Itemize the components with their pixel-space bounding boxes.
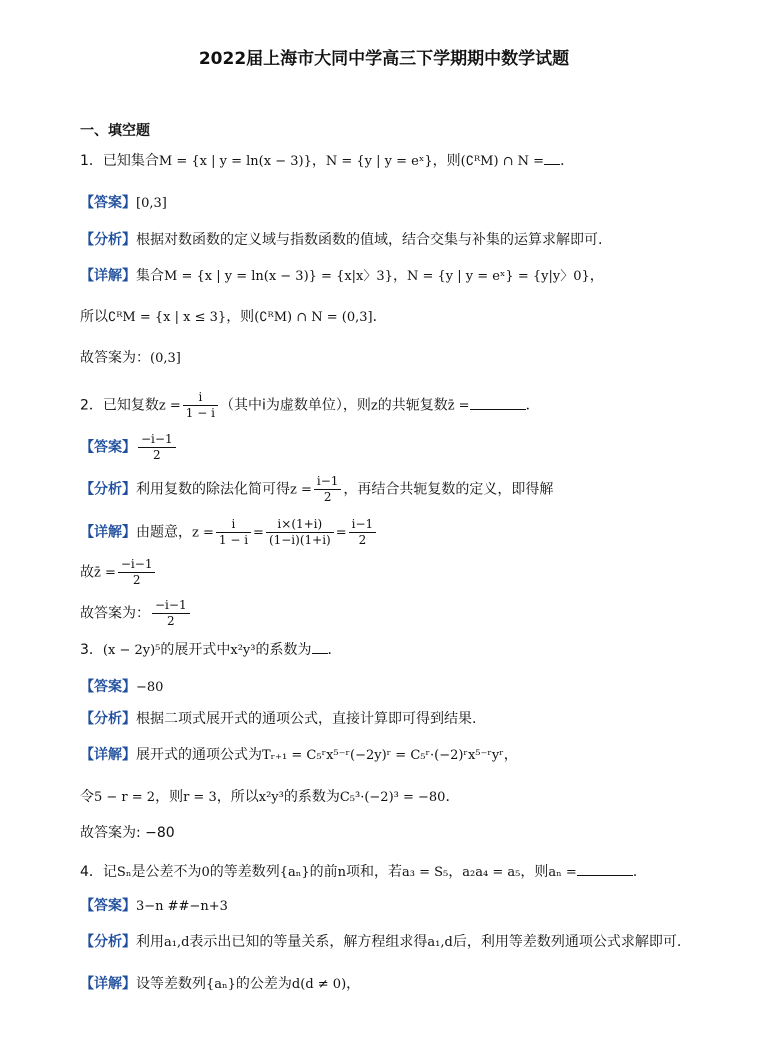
question-4: 4．记Sₙ是公差不为0的等差数列{aₙ}的前n项和，若a₃ = S₅，a₂a₄ = a₅，则aₙ = . (80, 864, 638, 880)
question-2: 2．已知复数z = $\frac{i}{1 - i}$ （其中i为虚数单位），则z的共轭复数z̄ = ． (80, 390, 540, 420)
analysis-tag: 【分析】 (80, 481, 136, 498)
final-answer: 故答案为: −80 (80, 825, 175, 841)
analysis-tag: 【分析】 (80, 934, 136, 950)
analysis-line: 【分析】根据二项式展开式的通项公式，直接计算即可得到结果. (80, 711, 477, 727)
question-3: 3．(x − 2y)⁵的展开式中x²y³的系数为 ． (80, 642, 342, 658)
analysis-tag: 【分析】 (80, 232, 136, 248)
answer-tag: 【答案】 (80, 195, 136, 211)
page-title: 2022届上海市大同中学高三下学期期中数学试题 (198, 49, 570, 69)
answer-fraction: $\frac{-i-1}{2}$ (138, 432, 176, 463)
analysis-text: 根据对数函数的定义域与指数函数的值域，结合交集与补集的运算求解即可. (136, 232, 603, 248)
detail-line: 【详解】展开式的通项公式为Tᵣ₊₁ = C₅ʳx⁵⁻ʳ(−2y)ʳ = C₅ʳ·(−2)ʳx⁵⁻ʳyʳ， (80, 747, 518, 763)
final-answer: 故答案为：(0,3] (80, 350, 181, 366)
answer-line (80, 193, 167, 214)
detail-line-2: 所以∁ᴿM = {x | x ≤ 3}，则(∁ᴿM) ∩ N = (0,3]． (80, 309, 387, 325)
section-heading: 一、填空题 (80, 123, 150, 139)
answer-blank (577, 863, 633, 876)
answer-blank (470, 397, 526, 410)
final-answer: 故答案为： $\frac{-i-1}{2}$ (80, 598, 192, 629)
answer-line: 【答案】−80 (80, 679, 164, 695)
analysis-line (80, 230, 602, 250)
expression: (∁ᴿM) ∩ N = (460, 154, 545, 169)
question-number: 3． (80, 642, 103, 658)
set-n: N = {y | y = eˣ} (325, 154, 433, 169)
set-m: M = {x | y = ln(x − 3)} (158, 154, 312, 169)
answer-tag: 【答案】 (80, 679, 136, 695)
answer-blank (312, 641, 328, 654)
question-number: 4． (80, 864, 103, 880)
detail-line-2: 令5 − r = 2，则r = 3，所以x²y³的系数为C₅³·(−2)³ = −80． (80, 789, 460, 805)
question-1: 1．已知集合M = {x | y = ln(x − 3)}，N = {y | y = eˣ}，则(∁ᴿM) ∩ N = ． (80, 153, 575, 169)
answer-line: 【答案】3−n ##−n+3 (80, 898, 228, 914)
question-number: 2． (80, 397, 103, 414)
analysis-line: 【分析】利用a₁,d表示出已知的等量关系，解方程组求得a₁,d后，利用等差数列通项公式求解即可. (80, 934, 682, 950)
detail-line: 【详解】由题意，z = $\frac{i}{1 - i}$ = $\frac{i\times(1+i)}{(1-i)(1+i)}$ = $\frac{i-1}{2}$ (80, 517, 378, 548)
answer-blank (544, 152, 560, 165)
answer-value: [0,3] (136, 196, 167, 211)
detail-tag: 【详解】 (80, 976, 136, 992)
detail-line-2: 故z̄ = $\frac{-i-1}{2}$ (80, 557, 157, 588)
detail-tag: 【详解】 (80, 524, 136, 541)
detail-line: 【详解】设等差数列{aₙ}的公差为d(d ≠ 0)， (80, 976, 361, 992)
detail-tag: 【详解】 (80, 268, 136, 284)
question-number: 1． (80, 153, 103, 169)
detail-line: 【详解】集合M = {x | y = ln(x − 3)} = {x|x〉3}，N = {y | y = eˣ} = {y|y〉0}， (80, 268, 604, 284)
answer-line (80, 432, 178, 463)
detail-tag: 【详解】 (80, 747, 136, 763)
analysis-tag: 【分析】 (80, 711, 136, 727)
analysis-line: 【分析】利用复数的除法化简可得z = $\frac{i-1}{2}$ ，再结合共轭复数的定义，即得解 (80, 474, 554, 504)
fraction: $\frac{i}{1 - i}$ (183, 390, 218, 421)
answer-tag: 【答案】 (80, 898, 136, 914)
answer-tag: 【答案】 (80, 439, 136, 456)
